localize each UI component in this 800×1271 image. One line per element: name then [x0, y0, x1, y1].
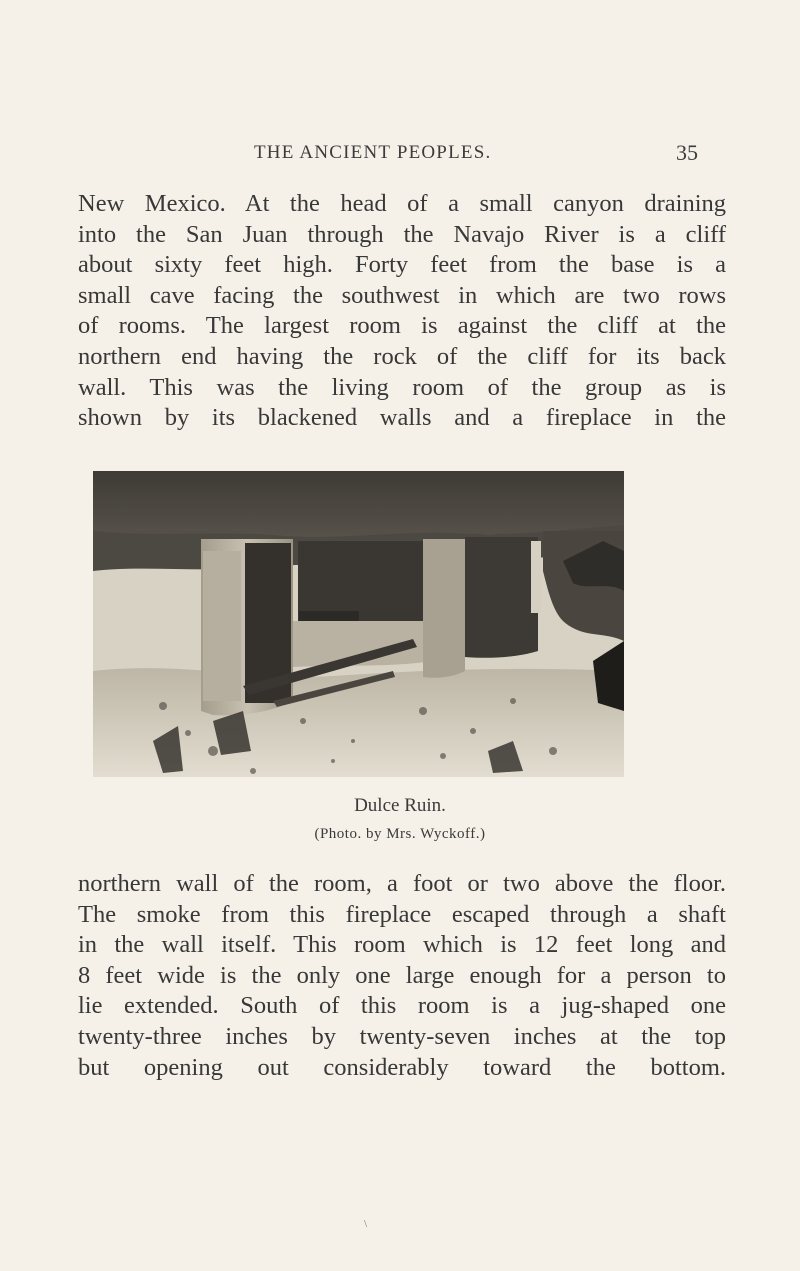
text-line: 8 feet wide is the only one large enough for a person to	[78, 961, 726, 989]
text-line: The smoke from this fireplace escaped through a shaft	[78, 900, 726, 928]
text-line: but opening out considerably toward the bottom.	[78, 1053, 726, 1081]
text-line: twenty-three inches by twenty-seven inches at the top	[78, 1022, 726, 1050]
text-line: small cave facing the southwest in which are two rows	[78, 281, 726, 309]
cliff-dwelling-image	[93, 471, 624, 777]
stray-mark: \	[364, 1218, 368, 1230]
figure-caption: Dulce Ruin.	[354, 795, 446, 816]
dulce-ruin-photo	[93, 471, 624, 777]
page-number: 35	[676, 140, 698, 165]
text-line: northern end having the rock of the cliff for its back	[78, 342, 726, 370]
running-head	[0, 142, 800, 172]
text-line: lie extended. South of this room is a jug-shaped one	[78, 992, 726, 1020]
photo-credit: (Photo. by Mrs. Wyckoff.)	[314, 826, 486, 842]
text-line: about sixty feet high. Forty feet from the base is a	[78, 251, 726, 279]
text-line: wall. This was the living room of the group as is	[78, 373, 726, 401]
paragraph-bottom	[78, 869, 726, 1083]
text-line: in the wall itself. This room which is 12 feet long and	[78, 931, 726, 959]
text-line: of rooms. The largest room is against the cliff at the	[78, 312, 726, 340]
paragraph-top	[78, 189, 726, 434]
running-title: THE ANCIENT PEOPLES.	[254, 142, 492, 163]
text-line: northern wall of the room, a foot or two above the floor.	[78, 870, 726, 897]
text-line: shown by its blackened walls and a fireplace in the	[78, 404, 726, 432]
text-line: into the San Juan through the Navajo River is a cliff	[78, 220, 726, 248]
text-line: New Mexico. At the head of a small canyon draining	[78, 190, 726, 217]
